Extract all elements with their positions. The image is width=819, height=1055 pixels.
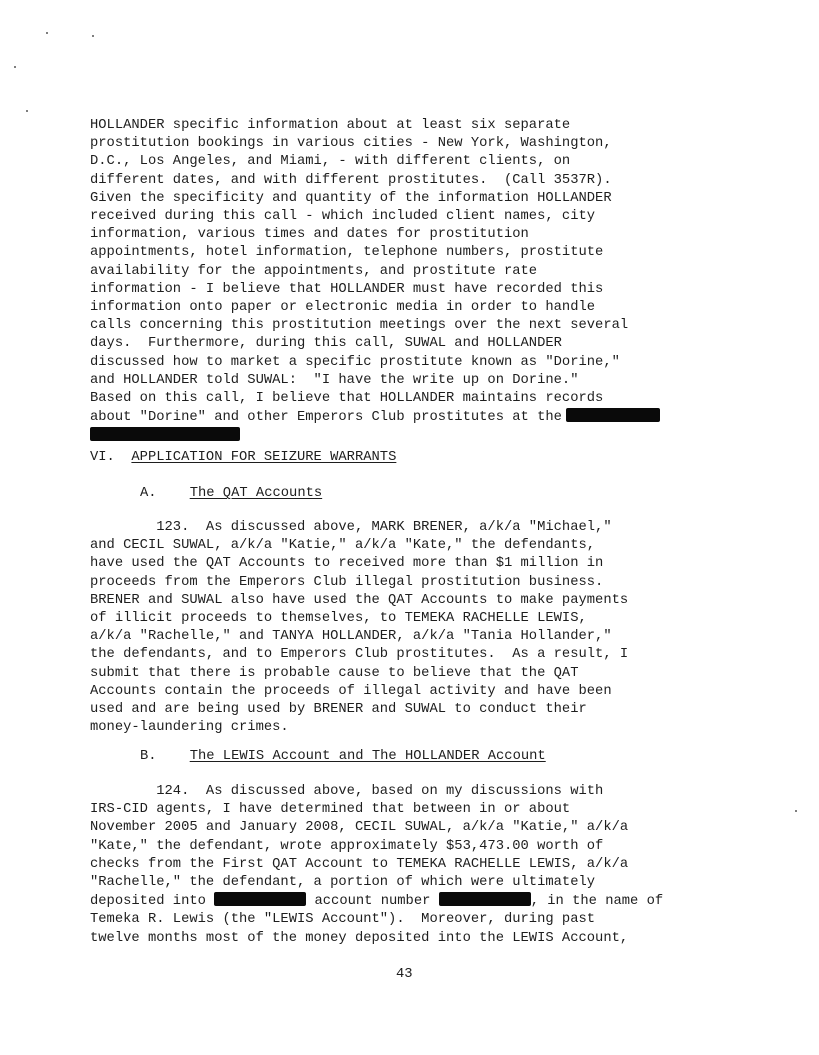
text-line: and CECIL SUWAL, a/k/a "Katie," a/k/a "Kate," the defendants, <box>90 538 596 554</box>
text-line: of illicit proceeds to themselves, to TEMEKA RACHELLE LEWIS, <box>90 611 587 627</box>
section-title: The QAT Accounts <box>189 486 323 501</box>
text-line: calls concerning this prostitution meetings over the next several <box>90 318 629 334</box>
text-line: November 2005 and January 2008, CECIL SUWAL, a/k/a "Katie," a/k/a <box>90 820 629 836</box>
text-line: discussed how to market a specific prostitute known as "Dorine," <box>90 354 620 370</box>
section-vi-heading <box>90 450 396 465</box>
section-letter: A. <box>140 486 157 501</box>
section-number: VI. <box>90 450 115 465</box>
redaction-bar <box>439 892 531 906</box>
text-line: "Rachelle," the defendant, a portion of which were ultimately <box>90 875 596 891</box>
text-line: a/k/a "Rachelle," and TANYA HOLLANDER, a/k/a "Tania Hollander," <box>90 629 612 645</box>
redaction-bar <box>566 408 660 422</box>
text-line: Accounts contain the proceeds of illegal activity and have been <box>90 683 612 699</box>
section-title: APPLICATION FOR SEIZURE WARRANTS <box>131 450 397 465</box>
text-line: Based on this call, I believe that HOLLANDER maintains records <box>90 391 604 407</box>
paragraph-124 <box>90 783 780 948</box>
text-line: , in the name of <box>530 894 664 910</box>
text-line: Given the specificity and quantity of the information HOLLANDER <box>90 190 612 206</box>
text-line: BRENER and SUWAL also have used the QAT Accounts to make payments <box>90 592 629 608</box>
text-line: HOLLANDER specific information about at least six separate <box>90 118 571 133</box>
text-line: D.C., Los Angeles, and Miami, - with different clients, on <box>90 154 571 170</box>
text-line: 124. As discussed above, based on my discussions with <box>90 784 604 799</box>
section-b-heading <box>140 749 546 764</box>
scan-speck <box>795 810 797 812</box>
scan-speck <box>46 32 48 34</box>
scan-speck <box>14 66 16 68</box>
text-line: availability for the appointments, and prostitute rate <box>90 263 538 279</box>
text-line: information - I believe that HOLLANDER must have recorded this <box>90 281 604 297</box>
redaction-bar <box>90 427 240 441</box>
text-line: IRS-CID agents, I have determined that between in or about <box>90 802 571 818</box>
text-line: "Kate," the defendant, wrote approximately $53,473.00 worth of <box>90 838 604 854</box>
text-line: prostitution bookings in various cities - New York, Washington, <box>90 136 612 152</box>
text-line: checks from the First QAT Account to TEMEKA RACHELLE LEWIS, a/k/a <box>90 856 629 872</box>
text-line: proceeds from the Emperors Club illegal prostitution business. <box>90 574 604 590</box>
section-title: The LEWIS Account and The HOLLANDER Account <box>189 749 546 764</box>
text-line: information onto paper or electronic media in order to handle <box>90 300 596 316</box>
section-letter: B. <box>140 749 157 764</box>
text-line: submit that there is probable cause to believe that the QAT <box>90 665 579 681</box>
text-line: about "Dorine" and other Emperors Club prostitutes at the <box>90 410 562 426</box>
paragraph-123 <box>90 519 780 737</box>
text-line: Temeka R. Lewis (the "LEWIS Account"). Moreover, during past <box>90 912 596 928</box>
text-line: different dates, and with different prostitutes. (Call 3537R). <box>90 172 612 188</box>
text-line: received during this call - which included client names, city <box>90 209 596 225</box>
scan-speck <box>26 110 28 112</box>
text-line: the defendants, and to Emperors Club prostitutes. As a result, I <box>90 647 629 663</box>
text-line: and HOLLANDER told SUWAL: "I have the write up on Dorine." <box>90 372 579 388</box>
text-line: account number <box>306 894 439 910</box>
text-line: appointments, hotel information, telephone numbers, prostitute <box>90 245 604 261</box>
scan-speck <box>92 35 94 37</box>
text-line: days. Furthermore, during this call, SUWAL and HOLLANDER <box>90 336 562 352</box>
page-number: 43 <box>396 967 413 982</box>
text-line: money-laundering crimes. <box>90 720 289 736</box>
text-line: used and are being used by BRENER and SUWAL to conduct their <box>90 702 587 718</box>
text-line: twelve months most of the money deposited into the LEWIS Account, <box>90 930 629 946</box>
text-line: deposited into <box>90 894 215 910</box>
paragraph-hollander-records <box>90 117 780 447</box>
text-line: information, various times and dates for prostitution <box>90 227 529 243</box>
text-line: have used the QAT Accounts to received more than $1 million in <box>90 556 604 572</box>
text-line: 123. As discussed above, MARK BRENER, a/k/a "Michael," <box>90 520 612 535</box>
section-a-heading <box>140 486 322 501</box>
redaction-bar <box>214 892 306 906</box>
